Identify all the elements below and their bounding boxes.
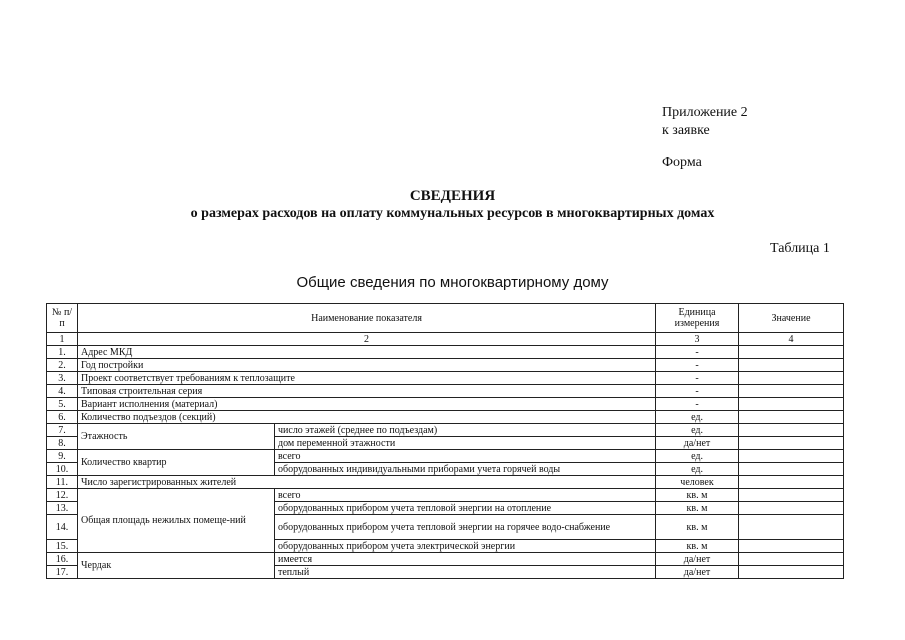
row-name: Проект соответствует требованиям к теплозащите <box>78 372 656 385</box>
row-name: Год постройки <box>78 359 656 372</box>
table-row <box>47 398 844 411</box>
row-value-cell[interactable] <box>739 372 844 385</box>
column-number-row <box>47 333 844 346</box>
row-num: 6. <box>47 411 78 424</box>
row-unit: - <box>656 372 739 385</box>
row-num: 7. <box>47 424 78 437</box>
row-unit: - <box>656 359 739 372</box>
row-num: 1. <box>47 346 78 359</box>
row-subname: всего <box>275 489 656 502</box>
row-value-cell[interactable] <box>739 540 844 553</box>
row-value-cell[interactable] <box>739 385 844 398</box>
row-value-cell[interactable] <box>739 346 844 359</box>
table-row <box>47 476 844 489</box>
row-num: 2. <box>47 359 78 372</box>
row-group-name: Этажность <box>78 424 275 450</box>
form-label: Форма <box>662 155 702 170</box>
header-value: Значение <box>739 304 844 333</box>
row-num: 16. <box>47 553 78 566</box>
column-number: 2 <box>78 333 656 346</box>
table-row <box>47 553 844 566</box>
row-value-cell[interactable] <box>739 566 844 579</box>
row-unit: - <box>656 385 739 398</box>
table-number: Таблица 1 <box>770 241 830 256</box>
appendix-line: к заявке <box>662 123 710 138</box>
row-num: 9. <box>47 450 78 463</box>
appendix-block <box>662 104 748 140</box>
row-value-cell[interactable] <box>739 398 844 411</box>
row-num: 10. <box>47 463 78 476</box>
row-value-cell[interactable] <box>739 437 844 450</box>
table-row <box>47 411 844 424</box>
row-num: 4. <box>47 385 78 398</box>
row-group-name: Чердак <box>78 553 275 579</box>
row-value-cell[interactable] <box>739 476 844 489</box>
row-unit: ед. <box>656 424 739 437</box>
row-num: 15. <box>47 540 78 553</box>
row-unit: - <box>656 346 739 359</box>
row-subname: оборудованных прибором учета тепловой энергии на горячее водо-снабжение <box>275 515 656 540</box>
row-subname: оборудованных прибором учета электрической энергии <box>275 540 656 553</box>
row-group-name: Общая площадь нежилых помеще-ний <box>78 489 275 553</box>
row-num: 5. <box>47 398 78 411</box>
column-number: 3 <box>656 333 739 346</box>
document-subtitle: о размерах расходов на оплату коммунальных ресурсов в многоквартирных домах <box>190 206 715 221</box>
row-unit: да/нет <box>656 553 739 566</box>
row-subname: оборудованных прибором учета тепловой энергии на отопление <box>275 502 656 515</box>
row-num: 11. <box>47 476 78 489</box>
row-unit: ед. <box>656 411 739 424</box>
row-unit: да/нет <box>656 566 739 579</box>
row-value-cell[interactable] <box>739 502 844 515</box>
row-value-cell[interactable] <box>739 450 844 463</box>
row-subname: оборудованных индивидуальными приборами учета горячей воды <box>275 463 656 476</box>
row-unit: кв. м <box>656 502 739 515</box>
row-subname: число этажей (среднее по подъездам) <box>275 424 656 437</box>
row-num: 8. <box>47 437 78 450</box>
row-num: 12. <box>47 489 78 502</box>
row-value-cell[interactable] <box>739 359 844 372</box>
row-value-cell[interactable] <box>739 553 844 566</box>
table-caption: Общие сведения по многоквартирному дому <box>296 274 609 291</box>
appendix-line: Приложение 2 <box>662 105 748 120</box>
row-unit: кв. м <box>656 540 739 553</box>
row-value-cell[interactable] <box>739 463 844 476</box>
row-num: 3. <box>47 372 78 385</box>
column-number: 4 <box>739 333 844 346</box>
row-name: Адрес МКД <box>78 346 656 359</box>
row-name: Число зарегистрированных жителей <box>78 476 656 489</box>
row-subname: теплый <box>275 566 656 579</box>
row-num: 14. <box>47 515 78 540</box>
table-row <box>47 359 844 372</box>
row-unit: ед. <box>656 450 739 463</box>
table-row <box>47 346 844 359</box>
row-value-cell[interactable] <box>739 424 844 437</box>
document-title: СВЕДЕНИЯ <box>409 188 496 204</box>
row-unit: да/нет <box>656 437 739 450</box>
table-row <box>47 424 844 437</box>
row-value-cell[interactable] <box>739 489 844 502</box>
row-subname: всего <box>275 450 656 463</box>
row-unit: - <box>656 398 739 411</box>
header-unit: Единица измерения <box>656 304 739 333</box>
row-unit: кв. м <box>656 489 739 502</box>
general-info-table <box>46 303 844 579</box>
header-name: Наименование показателя <box>78 304 656 333</box>
table-row <box>47 385 844 398</box>
row-name: Вариант исполнения (материал) <box>78 398 656 411</box>
row-unit: ед. <box>656 463 739 476</box>
row-unit: кв. м <box>656 515 739 540</box>
row-unit: человек <box>656 476 739 489</box>
table-header-row <box>47 304 844 333</box>
row-num: 13. <box>47 502 78 515</box>
row-name: Количество подъездов (секций) <box>78 411 656 424</box>
row-subname: имеется <box>275 553 656 566</box>
table-row <box>47 372 844 385</box>
row-num: 17. <box>47 566 78 579</box>
header-num: № п/п <box>47 304 78 333</box>
row-value-cell[interactable] <box>739 411 844 424</box>
row-group-name: Количество квартир <box>78 450 275 476</box>
row-value-cell[interactable] <box>739 515 844 540</box>
table-row <box>47 450 844 463</box>
column-number: 1 <box>47 333 78 346</box>
table-row <box>47 489 844 502</box>
row-subname: дом переменной этажности <box>275 437 656 450</box>
row-name: Типовая строительная серия <box>78 385 656 398</box>
